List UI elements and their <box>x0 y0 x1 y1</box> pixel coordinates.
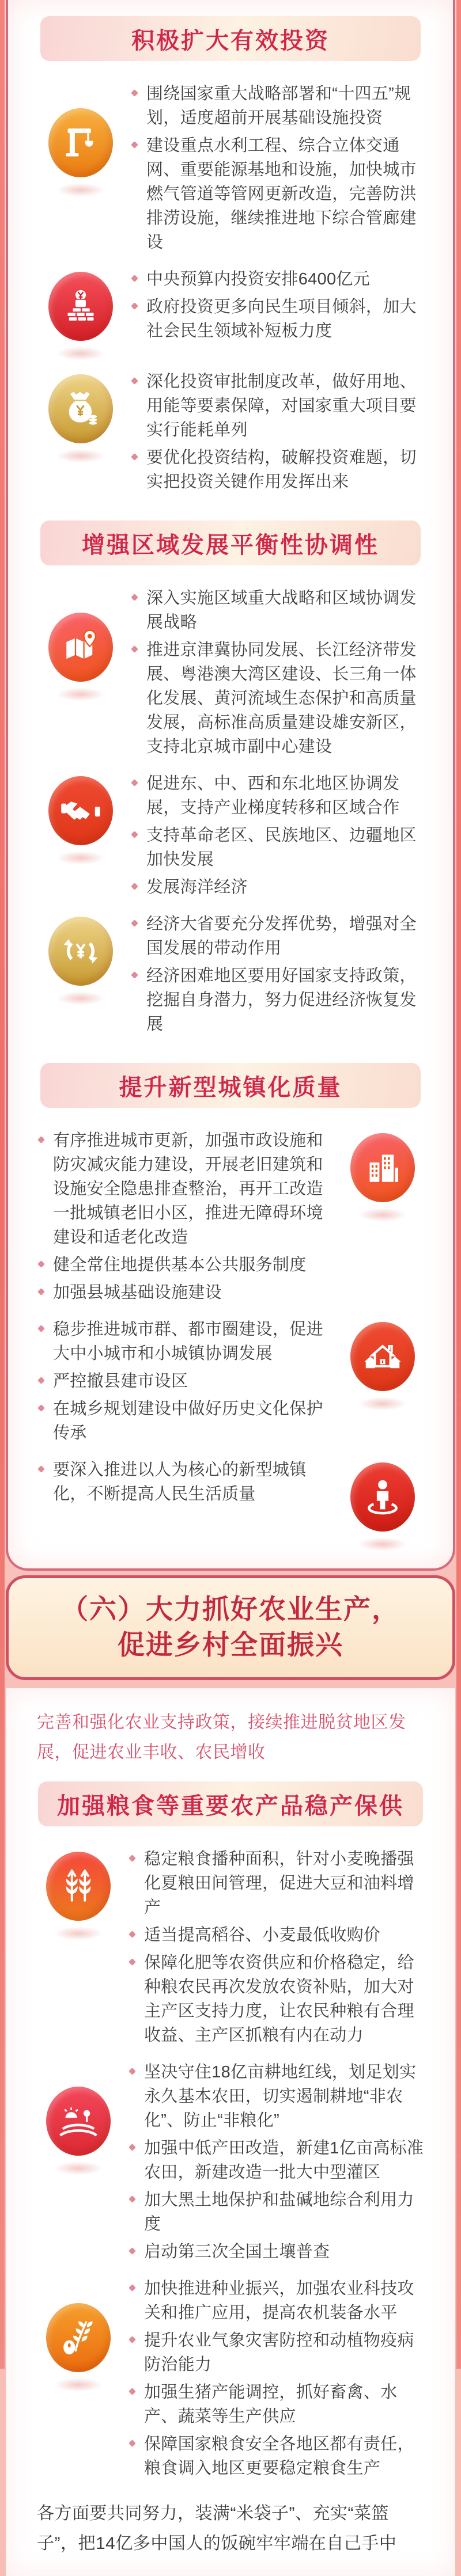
closing-statement: 各方面要共同努力，装满“米袋子”、充实“菜篮子”，把14亿多中国人的饭碗牢牢端在自己手中 <box>37 2504 397 2553</box>
bullet-group <box>8 586 453 762</box>
chapter-title-line1: （六）大力抓好农业生产， <box>61 1595 400 1625</box>
bullet-item: 促进东、中、西和东北地区协调发展，支持产业梯度转移和区域合作 <box>146 772 428 820</box>
bullet-item: 建设重点水利工程、综合立体交通网、重要能源基地和设施，加快城市燃气管道等管网更新改造，完善防洪排涝设施，继续推进地下综合管廊建设 <box>146 134 428 254</box>
bullet-item: 有序推进城市更新，加强市政设施和防灾减灾能力建设，开展老旧建筑和设施安全隐患排查整治，再开工改造一批城镇老旧小区，推进无障碍环境建设和适老化改造 <box>53 1129 334 1249</box>
bullet-group <box>6 1847 455 2051</box>
bullet-item: 加大黑土地保护和盐碱地综合利用力度 <box>144 2188 425 2236</box>
bullet-item: 经济大省要充分发挥优势，增强对全国发展的带动作用 <box>146 912 428 960</box>
policy-card-bottom <box>6 1688 455 2576</box>
bullet-group <box>8 267 453 360</box>
bullet-group <box>8 1458 453 1551</box>
bullet-item: 围绕国家重大战略部署和“十四五”规划，适度超前开展基础设施投资 <box>146 82 428 130</box>
section-title: 提升新型城镇化质量 <box>119 1074 342 1100</box>
bullet-group <box>6 2277 455 2484</box>
wheat-icon <box>46 1852 111 1921</box>
policy-card-top <box>6 0 455 1571</box>
money-bag-icon <box>48 374 113 443</box>
section-header-regional <box>40 520 421 565</box>
bullet-item: 要优化投资结构，破解投资难题，切实把投资关键作用发挥出来 <box>146 446 428 494</box>
icon-reflection <box>54 2161 103 2175</box>
bullet-item: 发展海洋经济 <box>146 875 428 899</box>
farm-field-icon <box>46 2087 111 2156</box>
bullet-item: 在城乡规划建设中做好历史文化保护传承 <box>53 1397 334 1445</box>
bullet-item: 保障国家粮食安全各地区都有责任，粮食调入地区更要稳定粮食生产 <box>144 2432 425 2480</box>
section-header-urbanization <box>40 1063 421 1108</box>
bullet-item: 加强县城基础设施建设 <box>53 1281 334 1305</box>
bullet-item: 保障化肥等农资供应和价格稳定，给种粮农民再次发放农资补贴，加大对主产区支持力度，让农民种粮有合理收益、主产区抓粮有内在动力 <box>144 1951 425 2047</box>
yuan-cycle-icon <box>48 917 113 986</box>
handshake-icon <box>48 776 113 845</box>
bullet-item: 稳步推进城市群、都市圈建设，促进大中小城市和小城镇协调发展 <box>53 1317 334 1366</box>
bullet-item: 深化投资审批制度改革，做好用地、用能等要素保障，对国家重大项目要实行能耗单列 <box>146 370 428 442</box>
section-title: 积极扩大有效投资 <box>131 28 330 54</box>
crane-icon <box>48 108 113 177</box>
bullet-item: 严控撤县建市设区 <box>53 1369 334 1393</box>
bullet-group <box>8 912 453 1040</box>
map-pin-icon <box>48 613 113 682</box>
bullet-item: 适当提高稻谷、小麦最低收购价 <box>144 1923 425 1947</box>
icon-reflection <box>56 449 105 463</box>
icon-reflection <box>54 1927 103 1940</box>
bullet-item: 稳定粮食播种面积，针对小麦晚播强化夏粮田间管理，促进大豆和油料增产 <box>144 1847 425 1920</box>
house-icon <box>350 1322 415 1391</box>
bullet-item: 中央预算内投资安排6400亿元 <box>146 267 428 291</box>
icon-reflection <box>358 1537 407 1551</box>
icon-reflection <box>54 2378 103 2392</box>
budget-coins-icon <box>48 272 113 341</box>
bullet-item: 要深入推进以人为核心的新型城镇化，不断提高人民生活质量 <box>53 1458 334 1506</box>
bullet-item: 启动第三次全国土壤普查 <box>144 2240 425 2264</box>
bullet-item: 坚决守住18亿亩耕地红线，划足划实永久基本农田，切实遏制耕地“非农化”、防止“非粮化” <box>144 2060 425 2133</box>
bullet-item: 深入实施区域重大战略和区域协调发展战略 <box>146 586 428 634</box>
icon-reflection <box>358 1397 407 1411</box>
bullet-item: 提升农业气象灾害防控和动植物疫病防治能力 <box>144 2328 425 2377</box>
icon-reflection <box>56 851 105 865</box>
bullet-item: 经济困难地区要用好国家支持政策，挖掘自身潜力，努力促进经济恢复发展 <box>146 964 428 1036</box>
bullet-item: 支持革命老区、民族地区、边疆地区加快发展 <box>146 823 428 872</box>
bullet-group <box>8 82 453 258</box>
bullet-group <box>8 370 453 497</box>
chapter-title-line2: 促进乡村全面振兴 <box>118 1631 343 1661</box>
icon-reflection <box>358 1208 407 1222</box>
section-header-investment <box>40 16 421 61</box>
icon-reflection <box>56 347 105 360</box>
section-header-grain-supply <box>38 1781 423 1826</box>
bullet-group <box>8 1317 453 1449</box>
icon-reflection <box>56 687 105 701</box>
bullet-group <box>6 2060 455 2267</box>
grain-icon <box>46 2303 111 2372</box>
icon-reflection <box>56 183 105 197</box>
agriculture-intro-text: 完善和强化农业支持政策，接续推进脱贫地区发展，促进农业丰收、农民增收 <box>37 1713 406 1762</box>
section-title: 加强粮食等重要农产品稳产保供 <box>57 1793 404 1819</box>
bullet-group <box>8 772 453 903</box>
icon-reflection <box>56 991 105 1005</box>
bullet-item: 推进京津冀协同发展、长江经济带发展、粤港澳大湾区建设、长三角一体化发展、黄河流域生态保护和高质量发展，高标准高质量建设雄安新区，支持北京城市副中心建设 <box>146 638 428 759</box>
bullet-item: 健全常住地提供基本公共服务制度 <box>53 1253 334 1277</box>
buildings-icon <box>350 1133 415 1202</box>
chapter-title-band <box>6 1575 455 1680</box>
bullet-item: 加快推进种业振兴，加强农业科技攻关和推广应用，提高农机装备水平 <box>144 2277 425 2325</box>
bullet-group <box>8 1129 453 1308</box>
section-title: 增强区域发展平衡性协调性 <box>82 532 379 558</box>
bullet-item: 加强生猪产能调控，抓好畜禽、水产、蔬菜等生产供应 <box>144 2380 425 2429</box>
person-location-icon <box>350 1462 415 1532</box>
bullet-item: 加强中低产田改造，新建1亿亩高标准农田，新建改造一批大中型灌区 <box>144 2136 425 2184</box>
bullet-item: 政府投资更多向民生项目倾斜，加大社会民生领域补短板力度 <box>146 295 428 343</box>
